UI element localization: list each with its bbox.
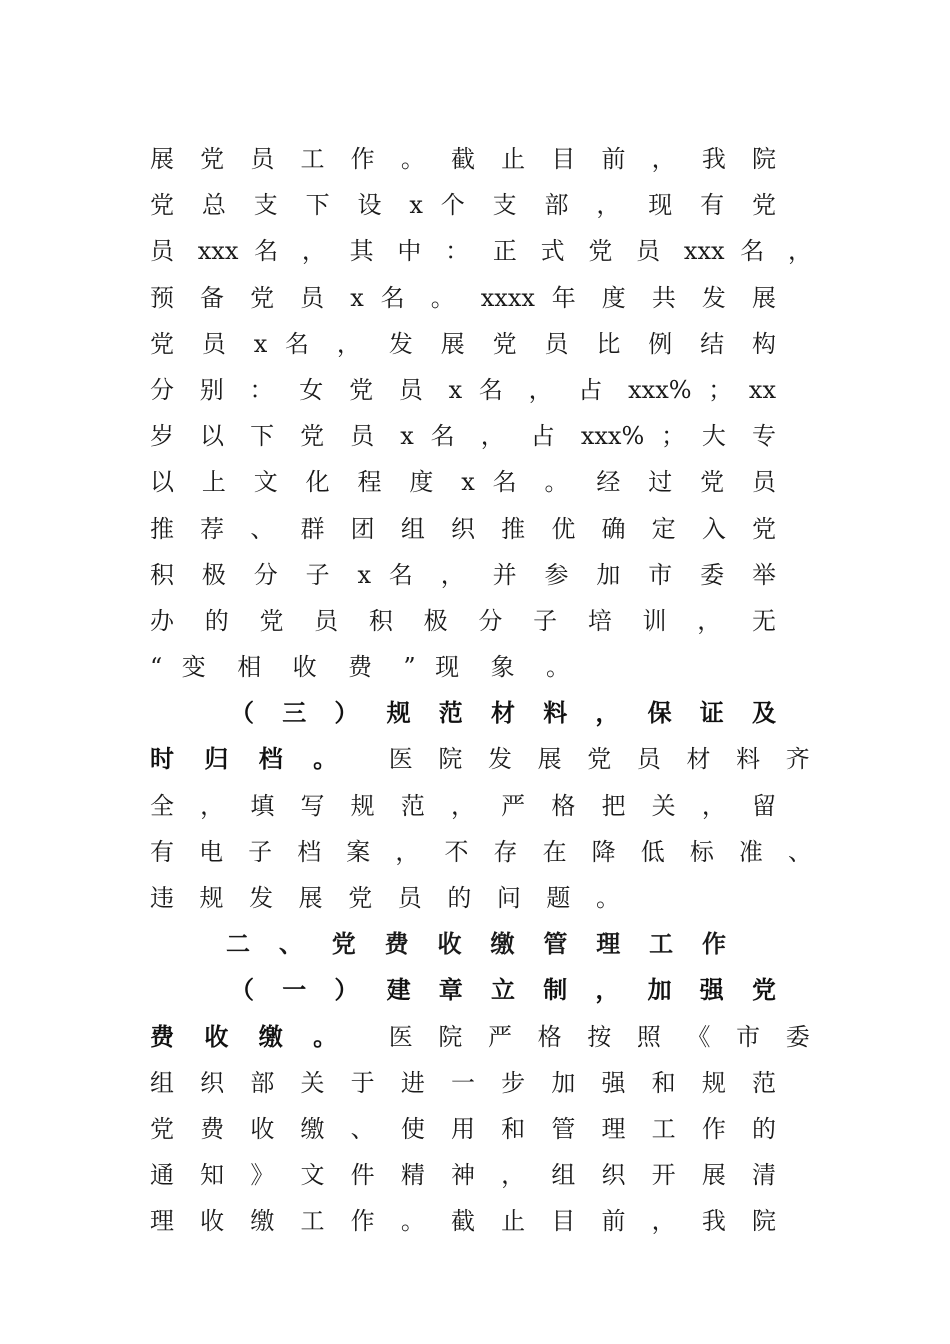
text-line: 以 上 文 化 程 度 x 名 。 经 过 党 员 xyxy=(150,468,776,497)
text-run: 医 院 发 展 党 员 材 料 齐 xyxy=(388,745,810,774)
document-body xyxy=(150,136,810,1245)
text-line: 预 备 党 员 x 名 。 xxxx 年 度 共 发 展 xyxy=(150,283,776,312)
text-line: 积 极 分 子 x 名 ， 并 参 加 市 委 举 xyxy=(150,560,776,589)
text-line: 全 ， 填 写 规 范 ， 严 格 把 关 ， 留 xyxy=(150,791,776,820)
text-line: 党 费 收 缴 、 使 用 和 管 理 工 作 的 xyxy=(150,1114,776,1143)
text-line: 理 收 缴 工 作 。 截 止 目 前 ， 我 院 xyxy=(150,1207,776,1236)
text-line xyxy=(150,736,810,782)
text-line: 办 的 党 员 积 极 分 子 培 训 ， 无 xyxy=(150,606,776,635)
text-line: 推 荐 、 群 团 组 织 推 优 确 定 入 党 xyxy=(150,514,776,543)
text-line: 岁 以 下 党 员 x 名 ， 占 xxx% ； 大 专 xyxy=(150,422,776,451)
text-line xyxy=(150,1014,810,1060)
text-line: “ 变 相 收 费 ” 现 象 。 xyxy=(150,653,570,682)
text-line: 党 总 支 下 设 x 个 支 部 ， 现 有 党 xyxy=(150,191,776,220)
chapter-heading: 二 、 党 费 收 缴 管 理 工 作 xyxy=(226,929,726,959)
text-line: 通 知 》 文 件 精 神 ， 组 织 开 展 清 xyxy=(150,1161,776,1190)
heading-tail: 时 归 档 。 xyxy=(150,744,340,774)
text-line: 员 xxx 名 ， 其 中 ： 正 式 党 员 xxx 名 ， xyxy=(150,237,812,266)
text-line: 组 织 部 关 于 进 一 步 加 强 和 规 范 xyxy=(150,1068,776,1097)
text-line: 违 规 发 展 党 员 的 问 题 。 xyxy=(150,884,620,912)
text-line: 有 电 子 档 案 ， 不 存 在 降 低 标 准 、 xyxy=(150,837,812,866)
text-line: 分 别 ： 女 党 员 x 名 ， 占 xxx% ； xx xyxy=(150,375,776,404)
heading-tail: 费 收 缴 。 xyxy=(150,1021,340,1051)
text-line: 党 员 x 名 ， 发 展 党 员 比 例 结 构 xyxy=(150,329,776,358)
text-line: 展 党 员 工 作 。 截 止 目 前 ， 我 院 xyxy=(150,145,776,173)
text-run: 医 院 严 格 按 照 《 市 委 xyxy=(388,1022,810,1051)
section-heading-line: （ 三 ） 规 范 材 料 ， 保 证 及 xyxy=(230,698,776,728)
section-heading-line: （ 一 ） 建 章 立 制 ， 加 强 党 xyxy=(230,975,776,1005)
